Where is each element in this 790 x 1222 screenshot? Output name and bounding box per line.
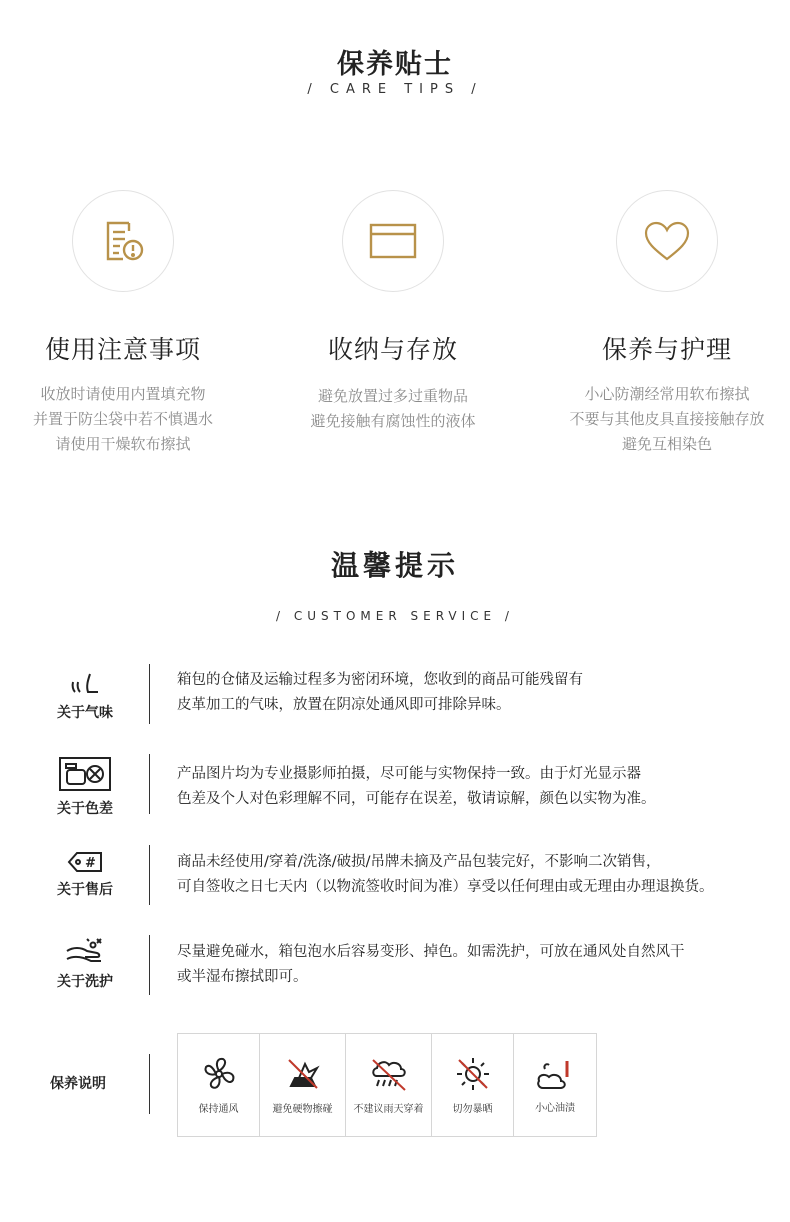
divider (149, 664, 150, 724)
tip-icon-circle (342, 190, 444, 292)
maintenance-caption: 保持通风 (198, 1103, 239, 1115)
care-title: 保养贴士 (337, 49, 453, 80)
washing-hands-icon (63, 937, 107, 965)
tip-icon-circle (72, 190, 174, 292)
tip-line: 避免放置过多过重物品 (317, 387, 468, 405)
fan-icon (201, 1056, 237, 1092)
camera-icon (58, 756, 112, 792)
maintenance-item (260, 1034, 346, 1136)
maintenance-caption: 小心油渍 (535, 1102, 575, 1114)
maintenance-label: 保养说明 (50, 1076, 106, 1092)
tip-usage (0, 190, 253, 457)
notice-line: 色差及个人对色彩理解不同，可能存在误差，敬请谅解，颜色以实物为准。 (177, 791, 656, 807)
box-icon (368, 221, 418, 261)
tip-line: 小心防潮经常用软布擦拭 (584, 385, 750, 403)
notice-line: 商品未经使用/穿着/洗涤/破损/吊牌未摘及产品包装完好，不影响二次销售， (177, 854, 661, 870)
tip-line: 不要与其他皮具直接接触存放 (569, 410, 765, 428)
notice-label: 关于售后 (57, 882, 113, 898)
notice-text (177, 668, 583, 718)
notice-text (177, 940, 685, 990)
divider (149, 845, 150, 905)
no-hard-objects-icon (285, 1056, 321, 1092)
notice-line: 可自签收之日七天内（以物流签收时间为准）享受以任何理由或无理由办理退换货。 (177, 879, 714, 895)
svg-text:#: # (85, 856, 96, 871)
notice-line: 或半湿布擦拭即可。 (177, 969, 308, 985)
tip-line: 避免互相染色 (621, 435, 712, 453)
notice-line: 皮革加工的气味，放置在阴凉处通风即可排除异味。 (177, 697, 511, 713)
oil-stain-icon (535, 1057, 575, 1091)
divider (149, 1054, 150, 1114)
maintenance-caption: 切勿暴晒 (452, 1103, 493, 1115)
care-subtitle: / CARE TIPS / (307, 82, 483, 97)
notice-icon-box (50, 670, 120, 722)
warm-title: 温馨提示 (330, 549, 459, 582)
smell-icon (68, 670, 102, 696)
price-tag-icon (67, 851, 103, 873)
heart-icon (642, 219, 692, 263)
tip-storage (263, 190, 523, 434)
notice-icon-box (50, 851, 120, 899)
maintenance-caption: 不建议雨天穿着 (353, 1103, 424, 1115)
notice-line: 产品图片均为专业摄影师拍摄，尽可能与实物保持一致。由于灯光显示器 (177, 766, 641, 782)
notice-icon-box (50, 937, 120, 991)
notice-icon-box (50, 756, 120, 818)
tip-icon-circle (616, 190, 718, 292)
maintenance-item (178, 1034, 260, 1136)
maintenance-item (432, 1034, 514, 1136)
divider (149, 754, 150, 814)
no-rain-icon (369, 1056, 409, 1092)
tip-line: 请使用干燥软布擦拭 (55, 435, 191, 453)
no-sun-icon (455, 1056, 491, 1092)
maintenance-item (514, 1034, 596, 1136)
divider (149, 935, 150, 995)
notice-line: 尽量避免碰水，箱包泡水后容易变形、掉色。如需洗护，可放在通风处自然风干 (177, 944, 685, 960)
tip-text (0, 382, 253, 457)
tip-line: 并置于防尘袋中若不慎遇水 (32, 410, 213, 428)
notice-text (177, 762, 656, 812)
document-warning-icon (99, 217, 147, 265)
tip-line: 收放时请使用内置填充物 (40, 385, 206, 403)
tip-text (263, 384, 523, 434)
notice-line: 箱包的仓储及运输过程多为密闭环境，您收到的商品可能残留有 (177, 672, 583, 688)
tip-title: 使用注意事项 (44, 335, 201, 364)
tip-text (537, 382, 790, 457)
warm-subtitle: / CUSTOMER SERVICE / (276, 609, 514, 623)
tip-title: 收纳与存放 (327, 335, 458, 364)
maintenance-item (346, 1034, 432, 1136)
notice-text (177, 850, 714, 900)
notice-label: 关于气味 (57, 705, 113, 721)
tip-care (537, 190, 790, 457)
notice-label: 关于色差 (57, 801, 113, 817)
tip-line: 避免接触有腐蚀性的液体 (310, 412, 476, 430)
maintenance-caption: 避免硬物擦碰 (272, 1103, 333, 1115)
notice-label: 关于洗护 (57, 974, 113, 990)
tip-title: 保养与护理 (601, 335, 732, 364)
maintenance-table (177, 1033, 597, 1137)
